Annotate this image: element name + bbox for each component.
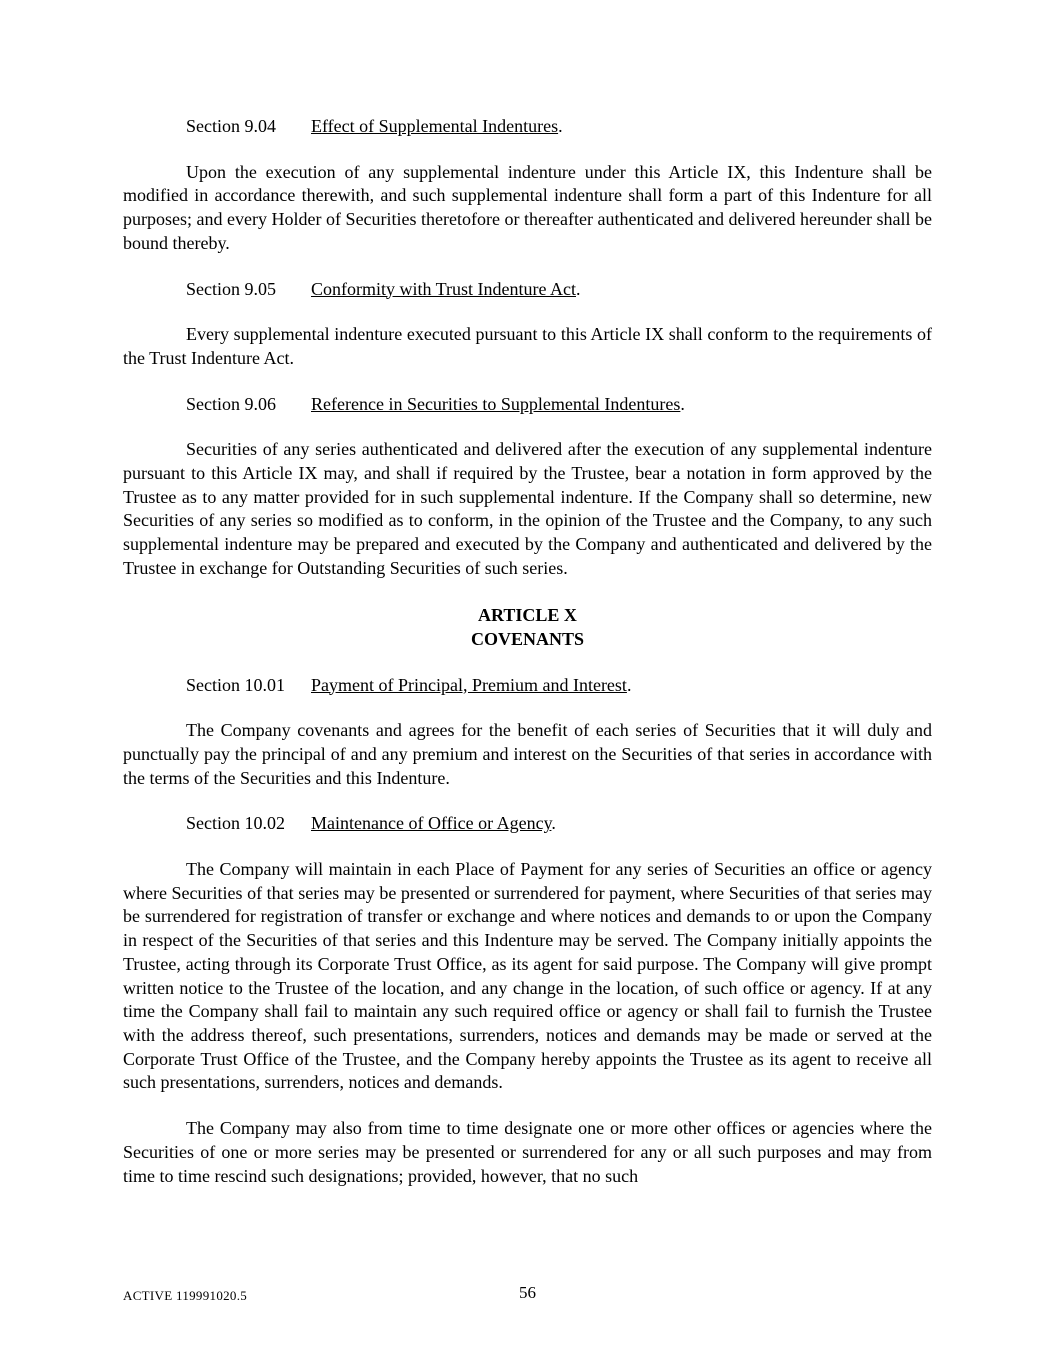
section-heading-10-02 xyxy=(123,812,932,836)
section-title-period: . xyxy=(576,278,581,299)
section-title-period: . xyxy=(551,813,556,834)
section-title: Payment of Principal, Premium and Interest xyxy=(311,674,627,695)
section-heading-9-06 xyxy=(123,393,932,417)
paragraph: Upon the execution of any supplemental indenture under this Article IX, this Indenture shall be modified in accordance therewith, and such supplemental indenture shall form a part of this Indenture for all purposes; and every Holder of Securities theretofore or thereafter authenticated and delivered hereunder shall be bound thereby. xyxy=(123,161,932,253)
section-title: Effect of Supplemental Indentures xyxy=(311,116,559,136)
section-number: Section 9.04 xyxy=(186,116,276,136)
document-id: ACTIVE 119991020.5 xyxy=(123,1288,248,1303)
paragraph: The Company covenants and agrees for the benefit of each series of Securities that it will duly and punctually pay the principal of and any premium and interest on the Securities of that series in accordance with the terms of the Securities and this Indenture. xyxy=(123,720,932,788)
section-heading-10-01 xyxy=(123,674,932,698)
section-title: Conformity with Trust Indenture Act xyxy=(311,278,576,299)
section-title: Maintenance of Office or Agency xyxy=(311,813,552,834)
page-number: 56 xyxy=(519,1283,536,1302)
section-title-period: . xyxy=(626,674,632,695)
section-heading-9-05 xyxy=(123,278,932,302)
page-footer xyxy=(123,1283,932,1313)
section-number: Section 9.06 xyxy=(186,393,276,414)
paragraph: Securities of any series authenticated and delivered after the execution of any supplemental indenture pursuant to this Article IX may, and shall if required by the Trustee, bear a notation in form approved by the Trustee as to any matter provided for in such supplemental indenture. If the Company shall so determine, new Securities of any series so modified as to conform, in the opinion of the Trustee and the Company, to any such supplemental indenture may be prepared and executed by the Company and authenticated and delivered by the Trustee in exchange for Outstanding Securities of such series. xyxy=(123,439,932,578)
section-heading-9-04 xyxy=(123,115,932,139)
article-heading xyxy=(123,603,932,652)
section-number: Section 10.01 xyxy=(186,674,285,695)
section-title-period: . xyxy=(558,116,563,136)
document-content xyxy=(123,115,932,1210)
paragraph: The Company will maintain in each Place of Payment for any series of Securities an office or agency where Securities of that series may be presented or surrendered for payment, where Securities of that series may be surrendered for registration of transfer or exchange and where notices and demands to or upon the Company in respect of the Securities of that series and this Indenture may be served. The Company initially appoints the Trustee, acting through its Corporate Trust Office, as its agent for said purpose. The Company will give prompt written notice to the Trustee of the location, and any change in the location, of such office or agency. If at any time the Company shall fail to maintain any such required office or agency or shall fail to furnish the Trustee with the address thereof, such presentations, surrenders, notices and demands may be made or served at the Corporate Trust Office of the Trustee, and the Company hereby appoints the Trustee as its agent to receive all such presentations, surrenders, notices and demands. xyxy=(123,859,932,1093)
paragraph: Every supplemental indenture executed pursuant to this Article IX shall conform to the requirements of the Trust Indenture Act. xyxy=(123,324,932,368)
section-title: Reference in Securities to Supplemental Indentures xyxy=(311,393,681,414)
paragraph: The Company may also from time to time designate one or more other offices or agencies where the Securities of one or more series may be presented or surrendered for any or all such purposes and may from time to time rescind such designations; provided, however, that no such xyxy=(123,1118,932,1186)
section-number: Section 10.02 xyxy=(186,813,285,834)
article-title: COVENANTS xyxy=(470,629,585,650)
section-number: Section 9.05 xyxy=(186,278,276,299)
section-title-period: . xyxy=(680,393,685,414)
article-number: ARTICLE X xyxy=(478,604,577,625)
